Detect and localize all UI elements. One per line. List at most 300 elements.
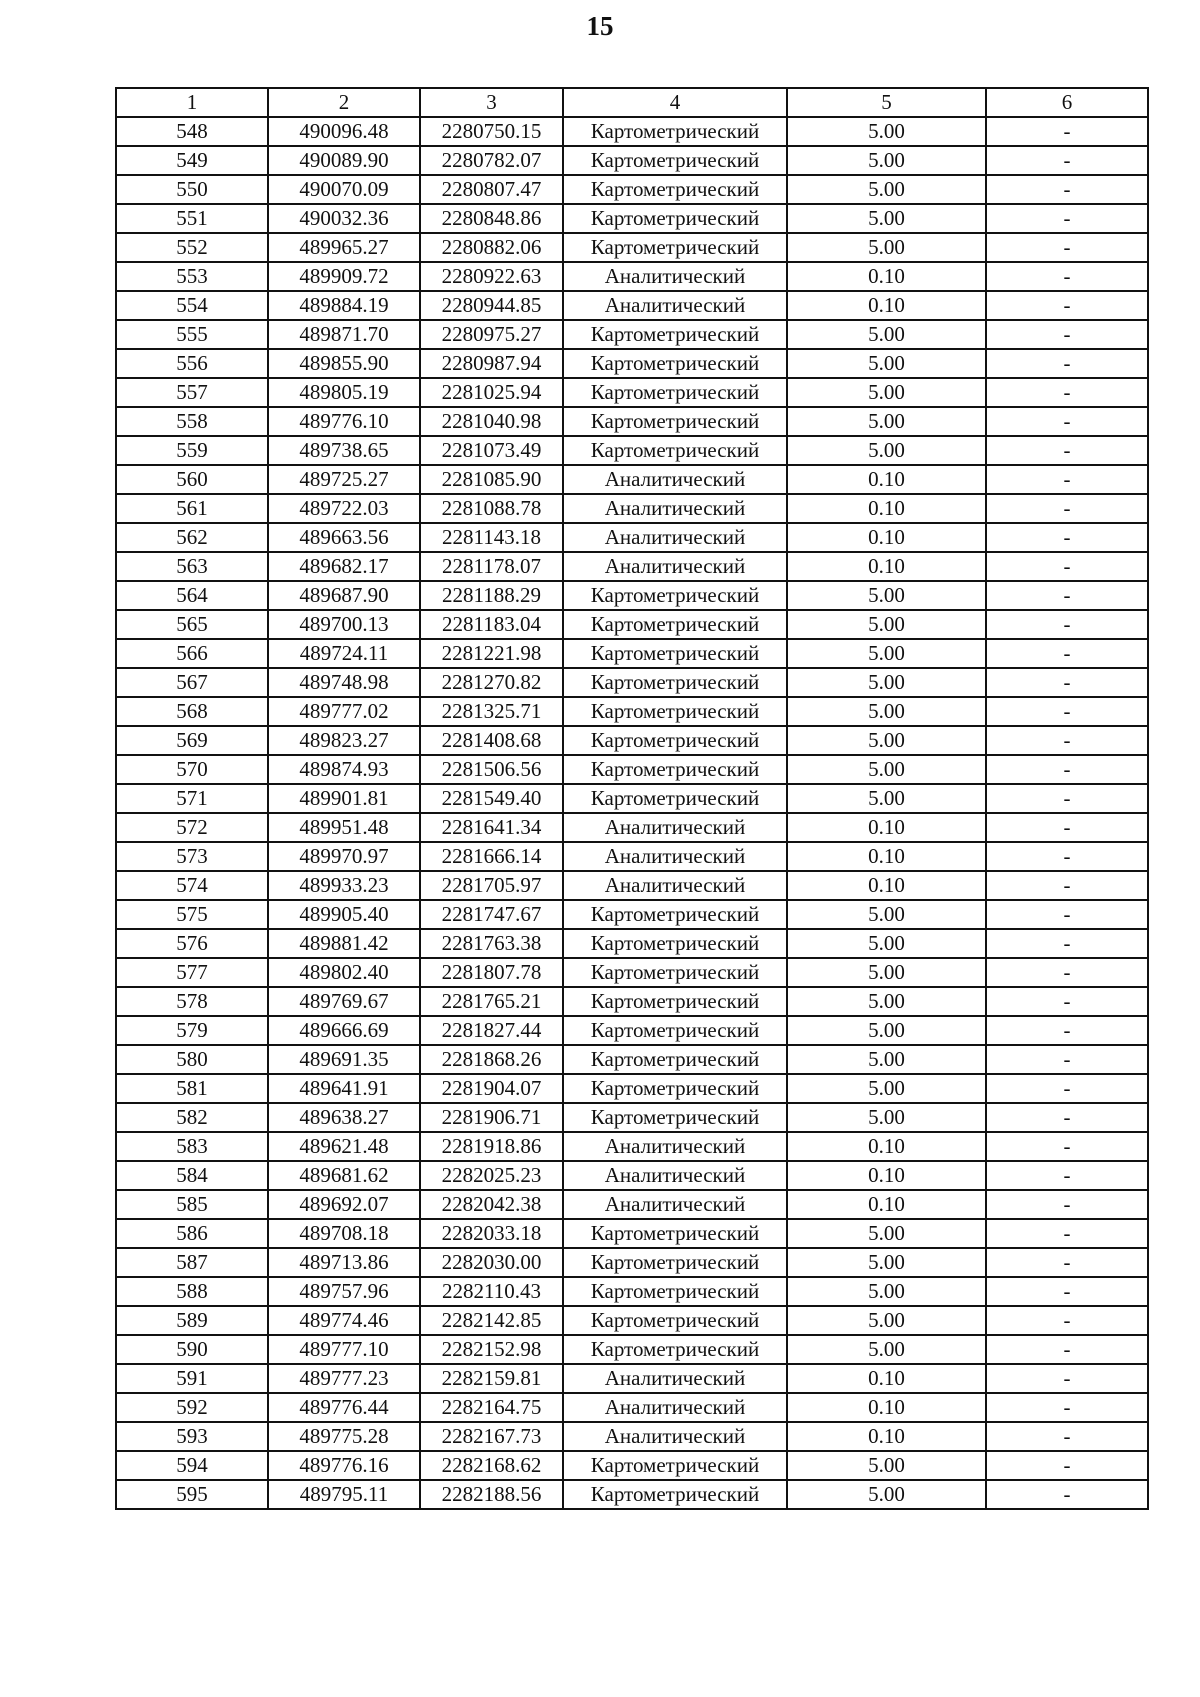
table-row xyxy=(116,1074,1148,1103)
x-coordinate-cell: 490089.90 xyxy=(268,146,420,175)
y-coordinate-cell: 2281763.38 xyxy=(420,929,563,958)
column-header-2: 2 xyxy=(268,88,420,117)
x-coordinate-cell: 489884.19 xyxy=(268,291,420,320)
point-number-cell: 550 xyxy=(116,175,268,204)
point-number-cell: 548 xyxy=(116,117,268,146)
accuracy-cell: 0.10 xyxy=(787,494,986,523)
y-coordinate-cell: 2280922.63 xyxy=(420,262,563,291)
y-coordinate-cell: 2281807.78 xyxy=(420,958,563,987)
y-coordinate-cell: 2281183.04 xyxy=(420,610,563,639)
point-number-cell: 553 xyxy=(116,262,268,291)
point-number-cell: 595 xyxy=(116,1480,268,1509)
note-cell: - xyxy=(986,784,1148,813)
table-row xyxy=(116,697,1148,726)
note-cell: - xyxy=(986,233,1148,262)
note-cell: - xyxy=(986,175,1148,204)
x-coordinate-cell: 489738.65 xyxy=(268,436,420,465)
method-cell: Картометрический xyxy=(563,204,787,233)
accuracy-cell: 5.00 xyxy=(787,755,986,784)
point-number-cell: 572 xyxy=(116,813,268,842)
x-coordinate-cell: 489951.48 xyxy=(268,813,420,842)
point-number-cell: 578 xyxy=(116,987,268,1016)
y-coordinate-cell: 2281085.90 xyxy=(420,465,563,494)
method-cell: Картометрический xyxy=(563,1306,787,1335)
table-row xyxy=(116,146,1148,175)
page-number: 15 xyxy=(586,11,614,41)
table-row xyxy=(116,378,1148,407)
method-cell: Картометрический xyxy=(563,436,787,465)
table-row xyxy=(116,1248,1148,1277)
note-cell: - xyxy=(986,1161,1148,1190)
x-coordinate-cell: 489687.90 xyxy=(268,581,420,610)
y-coordinate-cell: 2282188.56 xyxy=(420,1480,563,1509)
y-coordinate-cell: 2281073.49 xyxy=(420,436,563,465)
y-coordinate-cell: 2281904.07 xyxy=(420,1074,563,1103)
x-coordinate-cell: 489777.23 xyxy=(268,1364,420,1393)
method-cell: Аналитический xyxy=(563,842,787,871)
table-row xyxy=(116,1393,1148,1422)
accuracy-cell: 0.10 xyxy=(787,1364,986,1393)
accuracy-cell: 5.00 xyxy=(787,146,986,175)
table-row xyxy=(116,668,1148,697)
table-row xyxy=(116,175,1148,204)
method-cell: Картометрический xyxy=(563,987,787,1016)
y-coordinate-cell: 2282142.85 xyxy=(420,1306,563,1335)
x-coordinate-cell: 489757.96 xyxy=(268,1277,420,1306)
accuracy-cell: 5.00 xyxy=(787,320,986,349)
point-number-cell: 577 xyxy=(116,958,268,987)
accuracy-cell: 0.10 xyxy=(787,813,986,842)
point-number-cell: 581 xyxy=(116,1074,268,1103)
accuracy-cell: 5.00 xyxy=(787,1451,986,1480)
x-coordinate-cell: 489805.19 xyxy=(268,378,420,407)
method-cell: Картометрический xyxy=(563,1016,787,1045)
table-row xyxy=(116,1277,1148,1306)
method-cell: Картометрический xyxy=(563,1103,787,1132)
accuracy-cell: 5.00 xyxy=(787,1045,986,1074)
x-coordinate-cell: 489621.48 xyxy=(268,1132,420,1161)
note-cell: - xyxy=(986,639,1148,668)
point-number-cell: 549 xyxy=(116,146,268,175)
x-coordinate-cell: 489965.27 xyxy=(268,233,420,262)
method-cell: Аналитический xyxy=(563,1393,787,1422)
method-cell: Картометрический xyxy=(563,900,787,929)
x-coordinate-cell: 490070.09 xyxy=(268,175,420,204)
table-row xyxy=(116,581,1148,610)
x-coordinate-cell: 489725.27 xyxy=(268,465,420,494)
method-cell: Аналитический xyxy=(563,262,787,291)
x-coordinate-cell: 489638.27 xyxy=(268,1103,420,1132)
point-number-cell: 554 xyxy=(116,291,268,320)
method-cell: Картометрический xyxy=(563,1335,787,1364)
table-row xyxy=(116,726,1148,755)
table-row xyxy=(116,1016,1148,1045)
method-cell: Картометрический xyxy=(563,349,787,378)
accuracy-cell: 0.10 xyxy=(787,1132,986,1161)
method-cell: Картометрический xyxy=(563,1219,787,1248)
accuracy-cell: 5.00 xyxy=(787,726,986,755)
note-cell: - xyxy=(986,1074,1148,1103)
column-header-3: 3 xyxy=(420,88,563,117)
method-cell: Картометрический xyxy=(563,784,787,813)
accuracy-cell: 5.00 xyxy=(787,958,986,987)
accuracy-cell: 5.00 xyxy=(787,1074,986,1103)
x-coordinate-cell: 489795.11 xyxy=(268,1480,420,1509)
y-coordinate-cell: 2281918.86 xyxy=(420,1132,563,1161)
table-row xyxy=(116,1132,1148,1161)
accuracy-cell: 5.00 xyxy=(787,1306,986,1335)
table-row xyxy=(116,1480,1148,1509)
point-number-cell: 571 xyxy=(116,784,268,813)
table-row xyxy=(116,1451,1148,1480)
point-number-cell: 592 xyxy=(116,1393,268,1422)
accuracy-cell: 5.00 xyxy=(787,668,986,697)
x-coordinate-cell: 489774.46 xyxy=(268,1306,420,1335)
y-coordinate-cell: 2281641.34 xyxy=(420,813,563,842)
y-coordinate-cell: 2281143.18 xyxy=(420,523,563,552)
table-row xyxy=(116,204,1148,233)
note-cell: - xyxy=(986,320,1148,349)
y-coordinate-cell: 2282025.23 xyxy=(420,1161,563,1190)
accuracy-cell: 5.00 xyxy=(787,987,986,1016)
point-number-cell: 569 xyxy=(116,726,268,755)
x-coordinate-cell: 489682.17 xyxy=(268,552,420,581)
method-cell: Аналитический xyxy=(563,1132,787,1161)
point-number-cell: 560 xyxy=(116,465,268,494)
point-number-cell: 570 xyxy=(116,755,268,784)
accuracy-cell: 5.00 xyxy=(787,639,986,668)
table-body xyxy=(116,117,1148,1509)
accuracy-cell: 5.00 xyxy=(787,1335,986,1364)
point-number-cell: 567 xyxy=(116,668,268,697)
x-coordinate-cell: 489776.16 xyxy=(268,1451,420,1480)
method-cell: Картометрический xyxy=(563,117,787,146)
y-coordinate-cell: 2282042.38 xyxy=(420,1190,563,1219)
accuracy-cell: 0.10 xyxy=(787,1422,986,1451)
accuracy-cell: 0.10 xyxy=(787,523,986,552)
accuracy-cell: 0.10 xyxy=(787,1393,986,1422)
x-coordinate-cell: 489933.23 xyxy=(268,871,420,900)
accuracy-cell: 5.00 xyxy=(787,900,986,929)
point-number-cell: 588 xyxy=(116,1277,268,1306)
accuracy-cell: 5.00 xyxy=(787,697,986,726)
y-coordinate-cell: 2281408.68 xyxy=(420,726,563,755)
y-coordinate-cell: 2282167.73 xyxy=(420,1422,563,1451)
point-number-cell: 587 xyxy=(116,1248,268,1277)
point-number-cell: 590 xyxy=(116,1335,268,1364)
note-cell: - xyxy=(986,1306,1148,1335)
point-number-cell: 564 xyxy=(116,581,268,610)
accuracy-cell: 5.00 xyxy=(787,175,986,204)
note-cell: - xyxy=(986,755,1148,784)
method-cell: Аналитический xyxy=(563,1161,787,1190)
x-coordinate-cell: 489713.86 xyxy=(268,1248,420,1277)
table-row xyxy=(116,755,1148,784)
y-coordinate-cell: 2280975.27 xyxy=(420,320,563,349)
method-cell: Аналитический xyxy=(563,813,787,842)
method-cell: Картометрический xyxy=(563,581,787,610)
method-cell: Картометрический xyxy=(563,320,787,349)
x-coordinate-cell: 489777.02 xyxy=(268,697,420,726)
note-cell: - xyxy=(986,407,1148,436)
note-cell: - xyxy=(986,465,1148,494)
note-cell: - xyxy=(986,726,1148,755)
y-coordinate-cell: 2281906.71 xyxy=(420,1103,563,1132)
header-row xyxy=(116,88,1148,117)
column-header-6: 6 xyxy=(986,88,1148,117)
point-number-cell: 575 xyxy=(116,900,268,929)
point-number-cell: 574 xyxy=(116,871,268,900)
method-cell: Картометрический xyxy=(563,233,787,262)
point-number-cell: 566 xyxy=(116,639,268,668)
table-row xyxy=(116,1161,1148,1190)
x-coordinate-cell: 489775.28 xyxy=(268,1422,420,1451)
method-cell: Аналитический xyxy=(563,552,787,581)
note-cell: - xyxy=(986,958,1148,987)
table-row xyxy=(116,987,1148,1016)
method-cell: Картометрический xyxy=(563,1277,787,1306)
y-coordinate-cell: 2281188.29 xyxy=(420,581,563,610)
y-coordinate-cell: 2281040.98 xyxy=(420,407,563,436)
x-coordinate-cell: 489970.97 xyxy=(268,842,420,871)
method-cell: Аналитический xyxy=(563,523,787,552)
table-row xyxy=(116,523,1148,552)
note-cell: - xyxy=(986,204,1148,233)
method-cell: Картометрический xyxy=(563,1451,787,1480)
method-cell: Аналитический xyxy=(563,494,787,523)
column-header-1: 1 xyxy=(116,88,268,117)
point-number-cell: 555 xyxy=(116,320,268,349)
note-cell: - xyxy=(986,668,1148,697)
note-cell: - xyxy=(986,1190,1148,1219)
note-cell: - xyxy=(986,929,1148,958)
table-row xyxy=(116,349,1148,378)
accuracy-cell: 5.00 xyxy=(787,1016,986,1045)
note-cell: - xyxy=(986,900,1148,929)
point-number-cell: 561 xyxy=(116,494,268,523)
y-coordinate-cell: 2281088.78 xyxy=(420,494,563,523)
y-coordinate-cell: 2281270.82 xyxy=(420,668,563,697)
point-number-cell: 589 xyxy=(116,1306,268,1335)
y-coordinate-cell: 2280750.15 xyxy=(420,117,563,146)
note-cell: - xyxy=(986,1103,1148,1132)
x-coordinate-cell: 489769.67 xyxy=(268,987,420,1016)
y-coordinate-cell: 2282159.81 xyxy=(420,1364,563,1393)
point-number-cell: 576 xyxy=(116,929,268,958)
note-cell: - xyxy=(986,871,1148,900)
point-number-cell: 583 xyxy=(116,1132,268,1161)
table-row xyxy=(116,436,1148,465)
method-cell: Картометрический xyxy=(563,146,787,175)
accuracy-cell: 5.00 xyxy=(787,117,986,146)
table-row xyxy=(116,1103,1148,1132)
accuracy-cell: 0.10 xyxy=(787,465,986,494)
accuracy-cell: 5.00 xyxy=(787,1219,986,1248)
y-coordinate-cell: 2282033.18 xyxy=(420,1219,563,1248)
x-coordinate-cell: 489748.98 xyxy=(268,668,420,697)
method-cell: Аналитический xyxy=(563,1364,787,1393)
y-coordinate-cell: 2282168.62 xyxy=(420,1451,563,1480)
note-cell: - xyxy=(986,1364,1148,1393)
note-cell: - xyxy=(986,1248,1148,1277)
table-row xyxy=(116,465,1148,494)
accuracy-cell: 0.10 xyxy=(787,291,986,320)
point-number-cell: 582 xyxy=(116,1103,268,1132)
accuracy-cell: 5.00 xyxy=(787,407,986,436)
note-cell: - xyxy=(986,378,1148,407)
note-cell: - xyxy=(986,842,1148,871)
table-row xyxy=(116,262,1148,291)
point-number-cell: 559 xyxy=(116,436,268,465)
accuracy-cell: 0.10 xyxy=(787,842,986,871)
x-coordinate-cell: 489692.07 xyxy=(268,1190,420,1219)
point-number-cell: 580 xyxy=(116,1045,268,1074)
accuracy-cell: 5.00 xyxy=(787,610,986,639)
x-coordinate-cell: 489874.93 xyxy=(268,755,420,784)
accuracy-cell: 5.00 xyxy=(787,581,986,610)
table-row xyxy=(116,813,1148,842)
method-cell: Картометрический xyxy=(563,639,787,668)
note-cell: - xyxy=(986,697,1148,726)
y-coordinate-cell: 2281221.98 xyxy=(420,639,563,668)
y-coordinate-cell: 2281178.07 xyxy=(420,552,563,581)
table-row xyxy=(116,1045,1148,1074)
note-cell: - xyxy=(986,262,1148,291)
y-coordinate-cell: 2280848.86 xyxy=(420,204,563,233)
y-coordinate-cell: 2281506.56 xyxy=(420,755,563,784)
method-cell: Картометрический xyxy=(563,697,787,726)
accuracy-cell: 0.10 xyxy=(787,1190,986,1219)
method-cell: Картометрический xyxy=(563,668,787,697)
y-coordinate-cell: 2281549.40 xyxy=(420,784,563,813)
method-cell: Картометрический xyxy=(563,610,787,639)
point-number-cell: 568 xyxy=(116,697,268,726)
method-cell: Картометрический xyxy=(563,1480,787,1509)
note-cell: - xyxy=(986,1335,1148,1364)
table-row xyxy=(116,117,1148,146)
x-coordinate-cell: 489871.70 xyxy=(268,320,420,349)
y-coordinate-cell: 2281765.21 xyxy=(420,987,563,1016)
x-coordinate-cell: 489802.40 xyxy=(268,958,420,987)
table-row xyxy=(116,929,1148,958)
method-cell: Аналитический xyxy=(563,291,787,320)
note-cell: - xyxy=(986,1045,1148,1074)
y-coordinate-cell: 2282030.00 xyxy=(420,1248,563,1277)
accuracy-cell: 5.00 xyxy=(787,1248,986,1277)
accuracy-cell: 5.00 xyxy=(787,233,986,262)
y-coordinate-cell: 2282152.98 xyxy=(420,1335,563,1364)
table-row xyxy=(116,871,1148,900)
y-coordinate-cell: 2281868.26 xyxy=(420,1045,563,1074)
y-coordinate-cell: 2281705.97 xyxy=(420,871,563,900)
point-number-cell: 551 xyxy=(116,204,268,233)
note-cell: - xyxy=(986,494,1148,523)
x-coordinate-cell: 489776.10 xyxy=(268,407,420,436)
accuracy-cell: 0.10 xyxy=(787,871,986,900)
note-cell: - xyxy=(986,146,1148,175)
table-row xyxy=(116,1364,1148,1393)
note-cell: - xyxy=(986,117,1148,146)
x-coordinate-cell: 489691.35 xyxy=(268,1045,420,1074)
note-cell: - xyxy=(986,523,1148,552)
table-row xyxy=(116,291,1148,320)
note-cell: - xyxy=(986,987,1148,1016)
point-number-cell: 557 xyxy=(116,378,268,407)
point-number-cell: 594 xyxy=(116,1451,268,1480)
table-row xyxy=(116,1306,1148,1335)
point-number-cell: 558 xyxy=(116,407,268,436)
note-cell: - xyxy=(986,552,1148,581)
point-number-cell: 565 xyxy=(116,610,268,639)
table-row xyxy=(116,1422,1148,1451)
note-cell: - xyxy=(986,581,1148,610)
x-coordinate-cell: 489776.44 xyxy=(268,1393,420,1422)
note-cell: - xyxy=(986,1219,1148,1248)
y-coordinate-cell: 2280944.85 xyxy=(420,291,563,320)
x-coordinate-cell: 489855.90 xyxy=(268,349,420,378)
accuracy-cell: 5.00 xyxy=(787,1103,986,1132)
y-coordinate-cell: 2281025.94 xyxy=(420,378,563,407)
note-cell: - xyxy=(986,610,1148,639)
method-cell: Аналитический xyxy=(563,1190,787,1219)
method-cell: Картометрический xyxy=(563,378,787,407)
point-number-cell: 552 xyxy=(116,233,268,262)
note-cell: - xyxy=(986,1480,1148,1509)
accuracy-cell: 0.10 xyxy=(787,552,986,581)
table-row xyxy=(116,552,1148,581)
table-row xyxy=(116,233,1148,262)
table-row xyxy=(116,784,1148,813)
x-coordinate-cell: 489681.62 xyxy=(268,1161,420,1190)
table-row xyxy=(116,1335,1148,1364)
note-cell: - xyxy=(986,1422,1148,1451)
point-number-cell: 562 xyxy=(116,523,268,552)
table-row xyxy=(116,320,1148,349)
y-coordinate-cell: 2281747.67 xyxy=(420,900,563,929)
note-cell: - xyxy=(986,436,1148,465)
table-row xyxy=(116,494,1148,523)
table-row xyxy=(116,610,1148,639)
method-cell: Аналитический xyxy=(563,1422,787,1451)
x-coordinate-cell: 489708.18 xyxy=(268,1219,420,1248)
note-cell: - xyxy=(986,1132,1148,1161)
y-coordinate-cell: 2280882.06 xyxy=(420,233,563,262)
x-coordinate-cell: 489909.72 xyxy=(268,262,420,291)
table-row xyxy=(116,407,1148,436)
x-coordinate-cell: 489722.03 xyxy=(268,494,420,523)
accuracy-cell: 5.00 xyxy=(787,1480,986,1509)
x-coordinate-cell: 489641.91 xyxy=(268,1074,420,1103)
accuracy-cell: 5.00 xyxy=(787,1277,986,1306)
point-number-cell: 573 xyxy=(116,842,268,871)
point-number-cell: 556 xyxy=(116,349,268,378)
column-header-5: 5 xyxy=(787,88,986,117)
note-cell: - xyxy=(986,813,1148,842)
accuracy-cell: 5.00 xyxy=(787,784,986,813)
method-cell: Аналитический xyxy=(563,871,787,900)
x-coordinate-cell: 489823.27 xyxy=(268,726,420,755)
y-coordinate-cell: 2280782.07 xyxy=(420,146,563,175)
note-cell: - xyxy=(986,349,1148,378)
accuracy-cell: 5.00 xyxy=(787,929,986,958)
x-coordinate-cell: 490032.36 xyxy=(268,204,420,233)
y-coordinate-cell: 2281666.14 xyxy=(420,842,563,871)
note-cell: - xyxy=(986,1277,1148,1306)
x-coordinate-cell: 489700.13 xyxy=(268,610,420,639)
method-cell: Картометрический xyxy=(563,175,787,204)
method-cell: Аналитический xyxy=(563,465,787,494)
table-row xyxy=(116,1219,1148,1248)
